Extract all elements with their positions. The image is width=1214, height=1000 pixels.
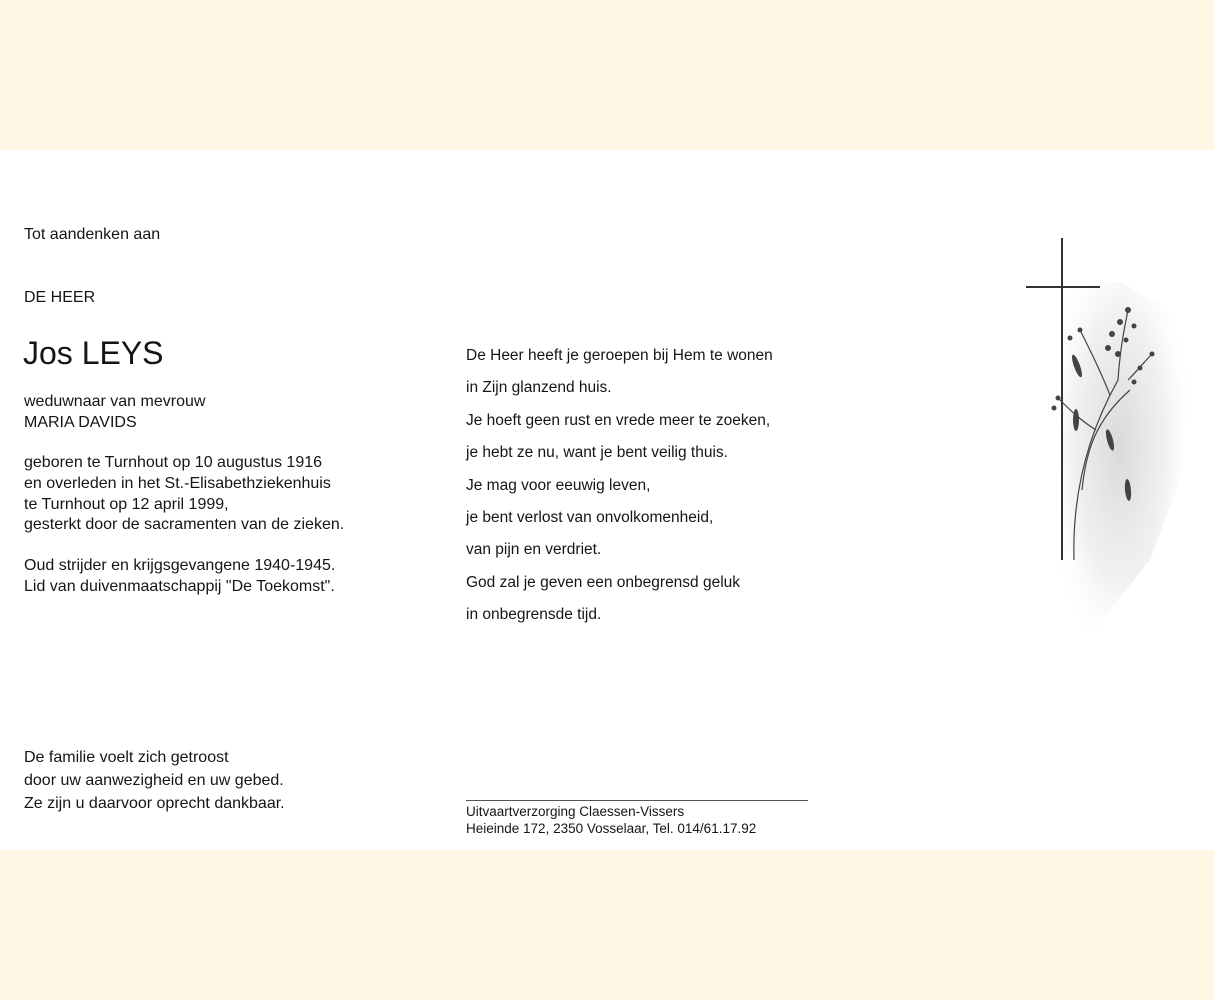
poem-line: je hebt ze nu, want je bent veilig thuis. bbox=[466, 444, 728, 462]
poem-line: in Zijn glanzend huis. bbox=[466, 379, 612, 397]
undertaker-address: Heieinde 172, 2350 Vosselaar, Tel. 014/61.17.92 bbox=[466, 820, 757, 836]
thanks-block bbox=[24, 746, 285, 815]
memorial-card bbox=[0, 150, 1214, 850]
poem-line: van pijn en verdriet. bbox=[466, 541, 602, 559]
life-line: te Turnhout op 12 april 1999, bbox=[24, 495, 229, 513]
poem-line: De Heer heeft je geroepen bij Hem te wonen bbox=[466, 347, 773, 364]
poem bbox=[466, 346, 773, 638]
cross-with-flowers-icon bbox=[1000, 230, 1200, 660]
intro-text: Tot aandenken aan bbox=[24, 226, 161, 243]
divider bbox=[466, 800, 808, 801]
poem-line: Je mag voor eeuwig leven, bbox=[466, 476, 651, 494]
undertaker-block bbox=[466, 804, 756, 837]
thanks-line: De familie voelt zich getroost bbox=[24, 749, 229, 766]
poem-line: God zal je geven een onbegrensd geluk bbox=[466, 573, 741, 591]
spouse-name: MARIA DAVIDS bbox=[24, 413, 137, 431]
poem-line: in onbegrensde tijd. bbox=[466, 606, 602, 624]
extra-block bbox=[24, 556, 335, 598]
life-line: en overleden in het St.-Elisabethziekenhuis bbox=[24, 474, 331, 492]
honorific: DE HEER bbox=[24, 289, 96, 306]
thanks-line: Ze zijn u daarvoor oprecht dankbaar. bbox=[24, 795, 285, 812]
thanks-line: door uw aanwezigheid en uw gebed. bbox=[24, 772, 284, 789]
spouse-line: weduwnaar van mevrouw bbox=[24, 393, 206, 410]
extra-line: Oud strijder en krijgsgevangene 1940-1945. bbox=[24, 557, 336, 574]
life-line: geboren te Turnhout op 10 augustus 1916 bbox=[24, 454, 323, 471]
poem-line: je bent verlost van onvolkomenheid, bbox=[466, 508, 714, 526]
extra-line: Lid van duivenmaatschappij "De Toekomst". bbox=[24, 577, 335, 595]
undertaker-name: Uitvaartverzorging Claessen-Vissers bbox=[466, 804, 685, 819]
life-line: gesterkt door de sacramenten van de zieken. bbox=[24, 516, 345, 534]
deceased-name: Jos LEYS bbox=[23, 335, 164, 371]
poem-line: Je hoeft geen rust en vrede meer te zoeken, bbox=[466, 411, 771, 429]
spouse-block bbox=[24, 392, 205, 434]
life-block bbox=[24, 453, 344, 536]
